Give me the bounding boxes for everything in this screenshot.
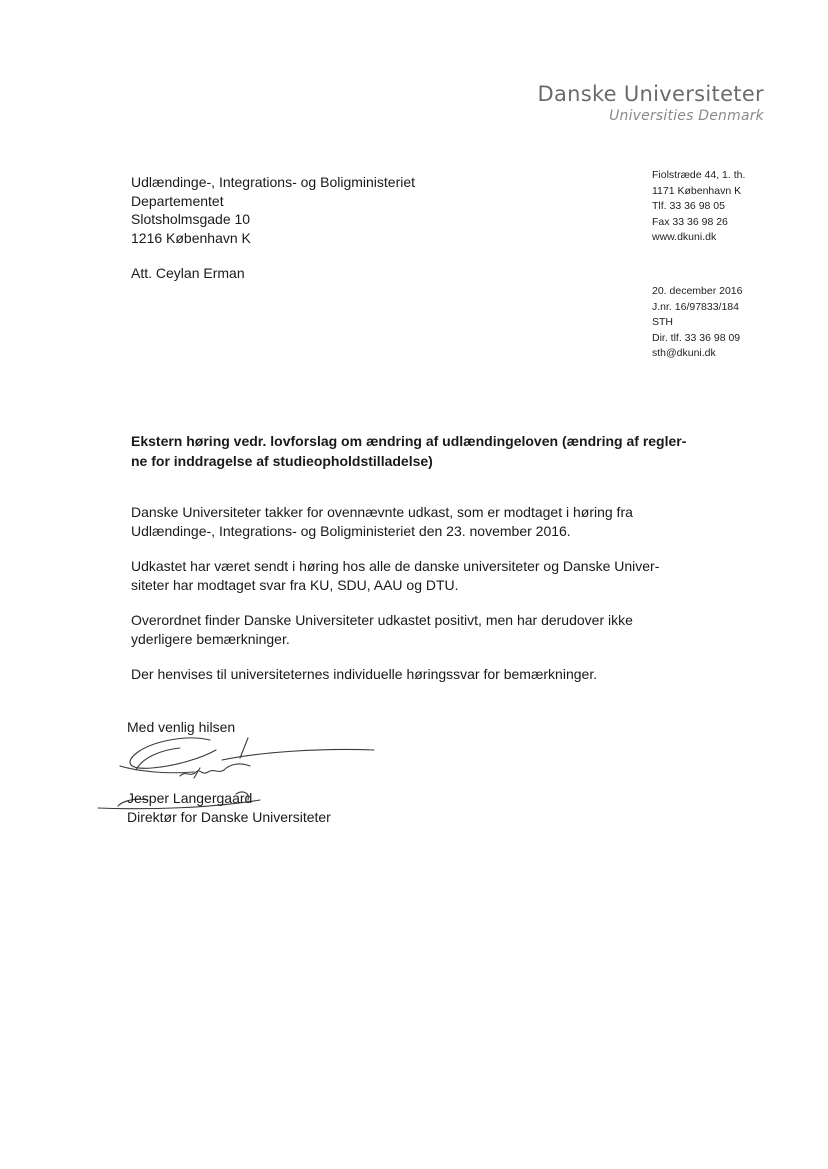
paragraph-line: Der henvises til universiteternes individuelle høringssvar for bemærkninger. xyxy=(131,666,598,682)
direct-phone: Dir. tlf. 33 36 98 09 xyxy=(652,331,741,344)
body-paragraph xyxy=(131,611,651,649)
paragraph-line: yderligere bemærkninger. xyxy=(131,631,290,647)
sender-web: www.dkuni.dk xyxy=(652,231,717,243)
letter-subject xyxy=(131,431,687,471)
letter-date: 20. december 2016 xyxy=(652,285,743,297)
recipient-line: Slotsholmsgade 10 xyxy=(131,211,251,227)
signer-block xyxy=(127,789,331,827)
letter-meta xyxy=(652,284,742,362)
attention-line: Att. Ceylan Erman xyxy=(131,265,245,281)
sender-address: Fiolstræde 44, 1. th. xyxy=(652,169,746,181)
body-paragraph xyxy=(131,557,660,595)
paragraph-line: Danske Universiteter takker for ovennævnte udkast, som er modtaget i høring fra xyxy=(131,504,633,520)
body-paragraph xyxy=(131,665,651,684)
sender-fax: Fax 33 36 98 26 xyxy=(652,215,728,228)
recipient-line: 1216 København K xyxy=(131,229,251,246)
sender-city: 1171 København K xyxy=(652,184,742,197)
subject-line: ne for inddragelse af studieopholdstilladelse) xyxy=(131,453,433,469)
sender-email: sth@dkuni.dk xyxy=(652,347,716,359)
recipient-address xyxy=(131,173,415,247)
paragraph-line: Udkastet har været sendt i høring hos alle de danske universiteter og Danske Univer- xyxy=(131,558,660,574)
paragraph-line: Udlændinge-, Integrations- og Boligministeriet den 23. november 2016. xyxy=(131,523,571,539)
logo-title: Danske Universiteter xyxy=(537,82,764,106)
journal-number: J.nr. 16/97833/184 xyxy=(652,300,739,313)
signer-name: Jesper Langergaard xyxy=(127,790,253,806)
organization-logo xyxy=(537,81,764,125)
subject-line: Ekstern høring vedr. lovforslag om ændring af udlændingeloven (ændring af regler- xyxy=(131,433,687,449)
signer-title: Direktør for Danske Universiteter xyxy=(127,809,331,825)
body-paragraph xyxy=(131,503,651,541)
sender-contact xyxy=(652,168,745,246)
sender-phone: Tlf. 33 36 98 05 xyxy=(652,200,725,212)
closing-salutation: Med venlig hilsen xyxy=(127,719,236,735)
recipient-line: Udlændinge-, Integrations- og Boligministeriet xyxy=(131,174,416,190)
recipient-line: Departementet xyxy=(131,192,224,209)
paragraph-line: Overordnet finder Danske Universiteter udkastet positivt, men har derudover ikke xyxy=(131,612,633,628)
sender-initials: STH xyxy=(652,316,673,328)
logo-subtitle: Universities Denmark xyxy=(609,108,764,124)
paragraph-line: siteter har modtaget svar fra KU, SDU, AAU og DTU. xyxy=(131,577,459,593)
